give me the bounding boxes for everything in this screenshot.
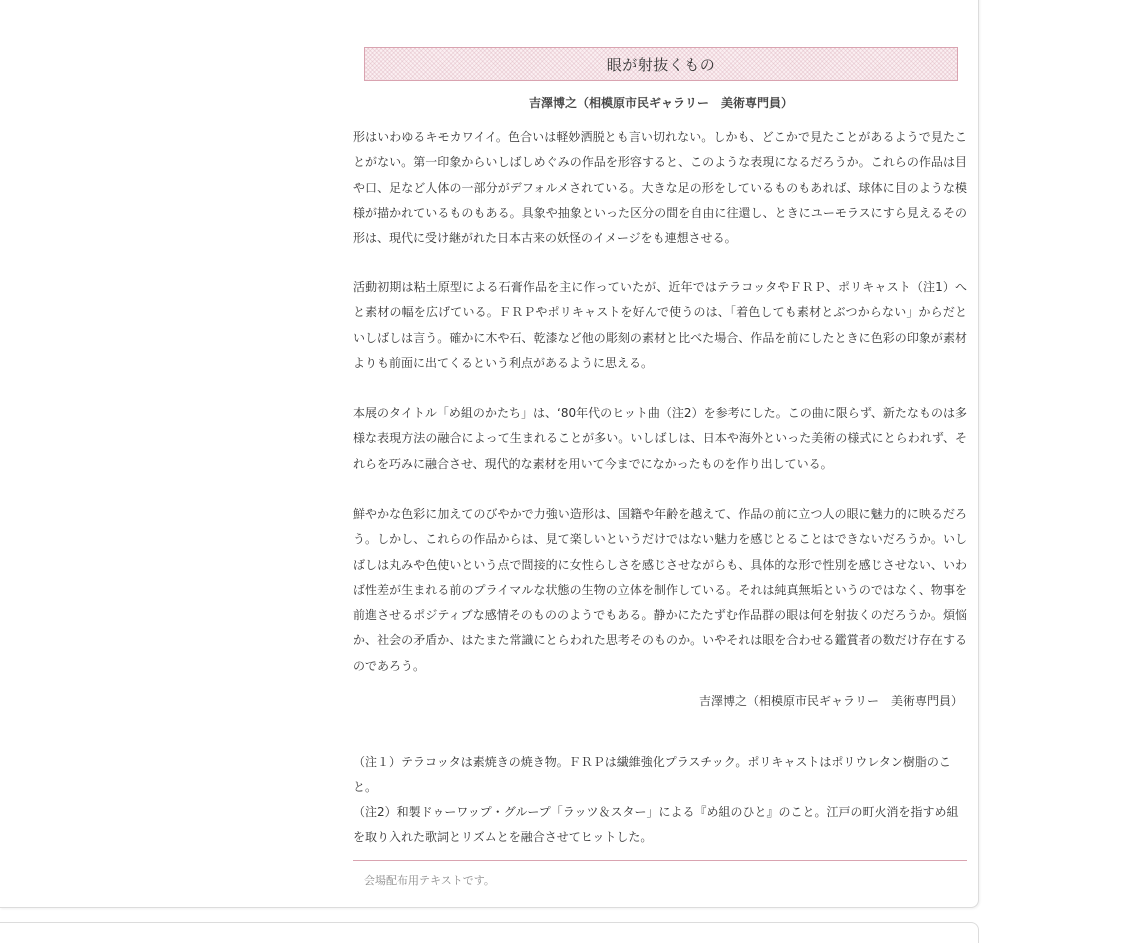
- author-header: 吉澤博之（相模原市民ギャラリー 美術専門員）: [528, 96, 793, 110]
- article-title-box: [364, 47, 958, 81]
- footnotes: [353, 750, 967, 850]
- footer-note: 会場配布用テキストです。: [364, 874, 495, 887]
- author-signature: 吉澤博之（相模原市民ギャラリー 美術専門員）: [698, 694, 963, 708]
- article-paragraph: 形はいわゆるキモカワイイ。色合いは軽妙洒脱とも言い切れない。しかも、どこかで見たことがあるようで見たことがない。第一印象からいしばしめぐみの作品を形容すると、このような表現になるだろうか。これらの作品は目や口、足など人体の一部分がデフォルメされている。大きな足の形をしているものもあれば、球体に目のような模様が描かれているものもある。具象や抽象といった区分の間を自由に往還し、ときにユーモラスにすら見えるその形は、現代に受け継がれた日本古来の妖怪のイメージをも連想させる。: [353, 130, 967, 246]
- next-content-panel: [0, 922, 979, 943]
- divider: [353, 860, 967, 861]
- article-title: 眼が射抜くもの: [606, 55, 716, 74]
- footnote-1: （注１）テラコッタは素焼きの焼き物。ＦＲＰは繊維強化プラスチック。ポリキャストはポリウレタン樹脂のこと。: [353, 755, 951, 794]
- article-paragraph: 活動初期は粘土原型による石膏作品を主に作っていたが、近年ではテラコッタやＦＲＰ、ポリキャスト（注1）へと素材の幅を広げている。ＦＲＰやポリキャストを好んで使うのは、「着色しても素材とぶつからない」からだといしばしは言う。確かに木や石、乾漆など他の彫刻の素材と比べた場合、作品を前にしたときに色彩の印象が素材よりも前面に出てくるという利点があるように思える。: [353, 280, 967, 370]
- article-paragraph: 本展のタイトル「め組のかたち」は、‘80年代のヒット曲（注2）を参考にした。この曲に限らず、新たなものは多様な表現方法の融合によって生まれることが多い。いしばしは、日本や海外といった美術の様式にとらわれず、それらを巧みに融合させ、現代的な素材を用いて今までになかったものを作り出している。: [353, 406, 967, 471]
- article-paragraph: 鮮やかな色彩に加えてのびやかで力強い造形は、国籍や年齢を越えて、作品の前に立つ人の眼に魅力的に映るだろう。しかし、これらの作品からは、見て楽しいというだけではない魅力を感じとることはできないだろうか。いしばしは丸みや色使いという点で間接的に女性らしさを感じさせながらも、具体的な形で性別を感じさせない、いわば性差が生まれる前のプライマルな状態の生物の立体を制作している。それは純真無垢というのではなく、物事を前進させるポジティブな感情そのもののようでもある。静かにたたずむ作品群の眼は何を射抜くのだろうか。煩悩か、社会の矛盾か、はたまた常識にとらわれた思考そのものか。いやそれは眼を合わせる鑑賞者の数だけ存在するのであろう。: [353, 507, 967, 673]
- footnote-2: （注2）和製ドゥーワップ・グループ「ラッツ＆スター」による『め組のひと』のこと。江戸の町火消を指すめ組を取り入れた歌詞とリズムとを融合させてヒットした。: [353, 805, 959, 844]
